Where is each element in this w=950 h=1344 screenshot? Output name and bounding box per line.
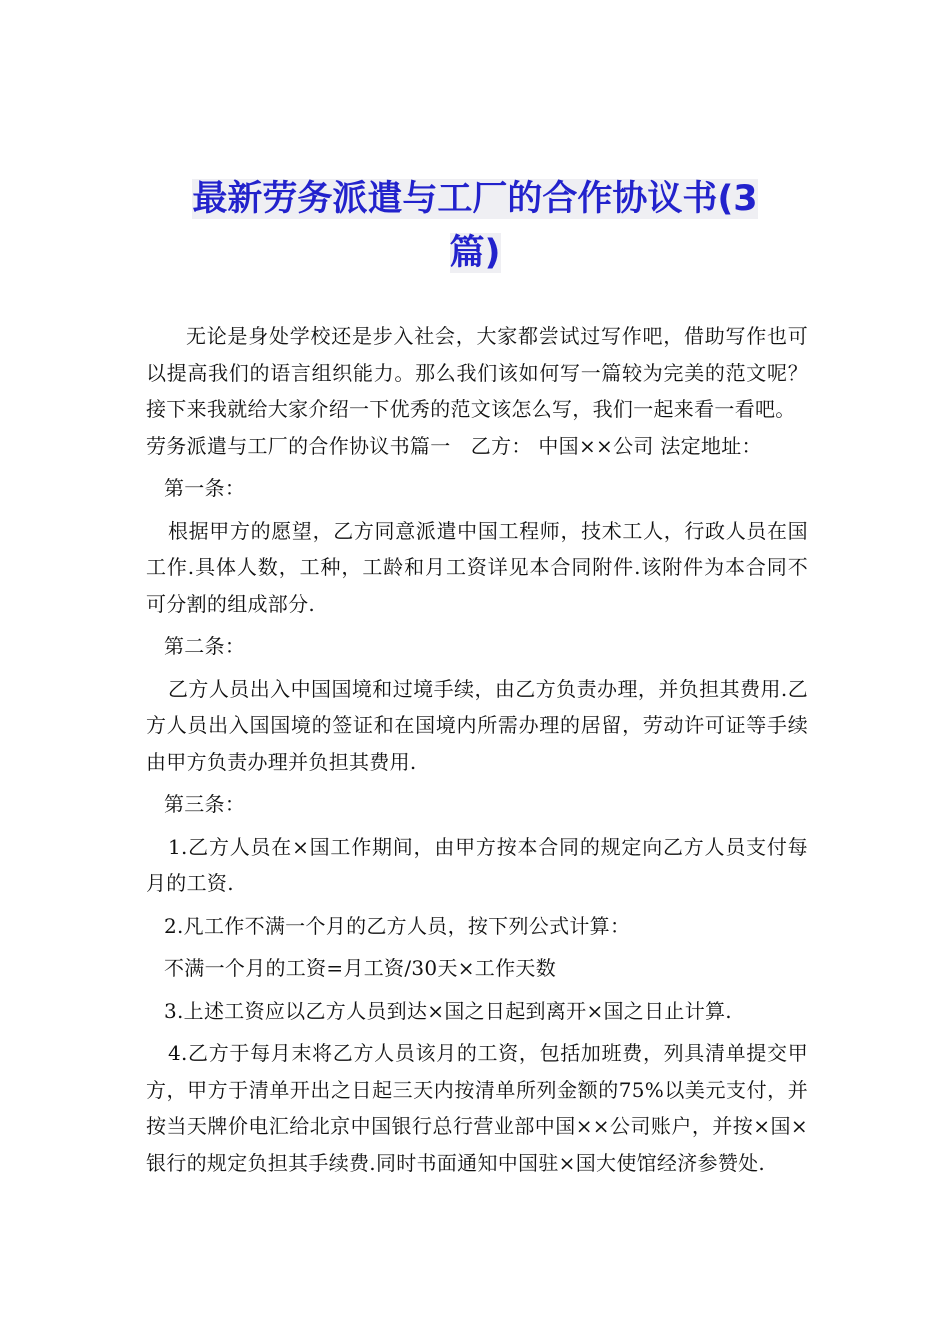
title-line-2: 篇) [449, 233, 501, 273]
wage-formula: 不满一个月的工资=月工资/30天×工作天数 [164, 956, 557, 980]
article-2-heading: 第二条： [164, 634, 246, 658]
section-heading: 劳务派遣与工厂的合作协议书篇一 乙方： 中国××公司 法定地址： [146, 433, 762, 458]
title-line-1: 最新劳务派遣与工厂的合作协议书(3 [192, 179, 758, 219]
intro-paragraph: 无论是身处学校还是步入社会，大家都尝试过写作吧，借助写作也可以提高我们的语言组织能力。那么我们该如何写一篇较为完美的范文呢？接下来我就给大家介绍一下优秀的范文该怎么写，我们一起来看一看吧。 [146, 324, 808, 421]
article-3-heading: 第三条： [164, 792, 246, 816]
article-2-body: 乙方人员出入中国国境和过境手续，由乙方负责办理，并负担其费用.乙方人员出入国国境的签证和在国境内所需办理的居留，劳动许可证等手续由甲方负责办理并负担其费用. [146, 676, 808, 774]
article-3-item-4: 4.乙方于每月末将乙方人员该月的工资，包括加班费，列具清单提交甲方，甲方于清单开出之日起三天内按清单所列金额的75%以美元支付，并按当天牌价电汇给北京中国银行总行营业部中国××公司账户，并按×国×银行的规定负担其手续费.同时书面通知中国驻×国大使馆经济参赞处. [146, 1041, 808, 1175]
article-1-body: 根据甲方的愿望，乙方同意派遣中国工程师，技术工人，行政人员在国工作.具体人数，工种，工龄和月工资详见本合同附件.该附件为本合同不可分割的组成部分. [146, 518, 808, 616]
article-3-item-3: 3.上述工资应以乙方人员到达×国之日起到离开×国之日止计算. [164, 998, 732, 1023]
article-1-heading: 第一条： [164, 476, 246, 500]
document-body [146, 318, 808, 1181]
document-title [140, 172, 810, 280]
article-3-item-1: 1.乙方人员在×国工作期间，由甲方按本合同的规定向乙方人员支付每月的工资. [146, 834, 808, 895]
article-3-item-2: 2.凡工作不满一个月的乙方人员，按下列公式计算： [164, 913, 631, 938]
